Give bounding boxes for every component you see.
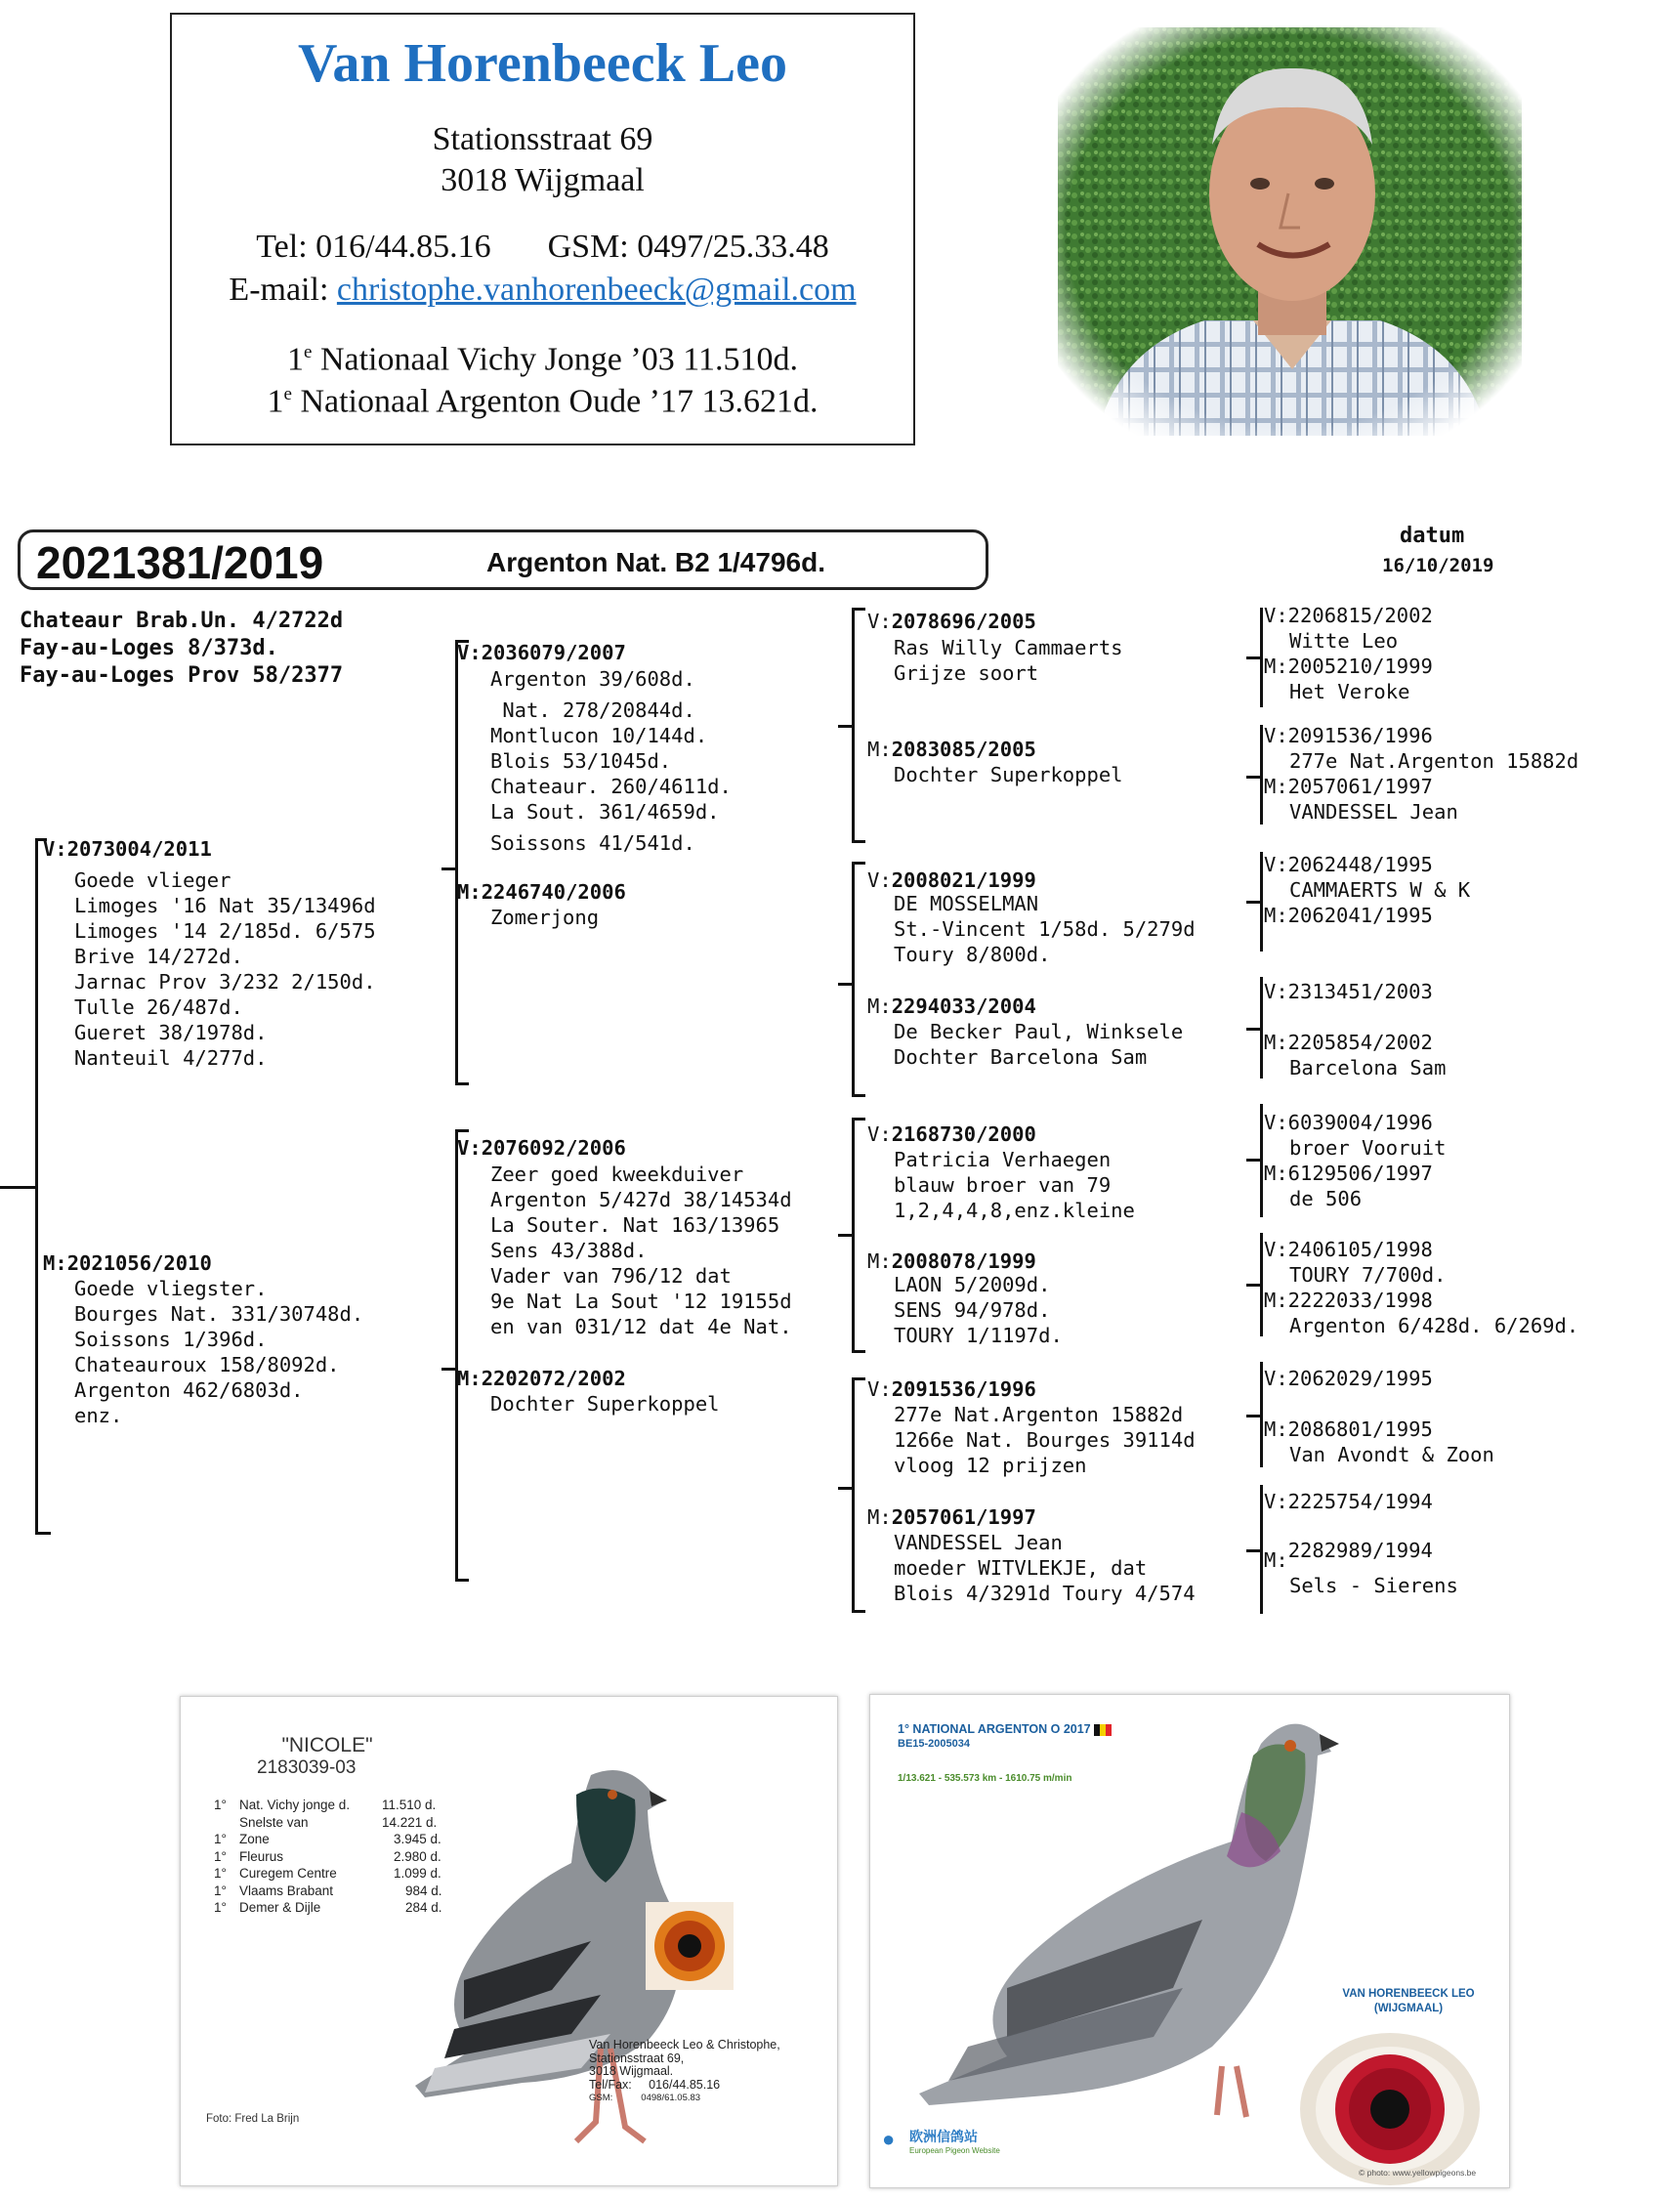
g2-sire-dam: M:2246740/2006 [457, 880, 626, 904]
g4-pair-8: V:2225754/1994 M:2282989/1994 Sels - Sierens [1264, 1490, 1458, 1597]
g3-3-notes: DE MOSSELMAN St.-Vincent 1/58d. 5/279d Toury 8/800d. [894, 892, 1196, 966]
email-label: E-mail: [229, 272, 329, 308]
ring-number: 2021381/2019 [36, 537, 324, 588]
gen3-bracket-2 [852, 862, 855, 1096]
g2-dam-sire-notes: Zeer goed kweekduiver Argenton 5/427d 38/14534d La Souter. Nat 163/13965 Sens 43/388d. Vader van 796/12 dat 9e Nat La Sout '12 19155d en van 031/12 dat 4e Nat. [490, 1163, 792, 1338]
ring-result: Argenton Nat. B2 1/4796d. [486, 547, 825, 577]
subject-result-line: Fay-au-Loges 8/373d. [20, 636, 278, 660]
g4-pair-6: V:2406105/1998 TOURY 7/700d. M:2222033/1998 Argenton 6/428d. 6/269d. [1264, 1238, 1579, 1337]
achievement-1: 1e Nationaal Vichy Jonge ’03 11.510d. [287, 341, 798, 378]
owner-portrait-photo [1058, 27, 1522, 436]
subject-result-line: Chateaur Brab.Un. 4/2722d [20, 609, 344, 633]
g2-dam-dam: M:2202072/2002 [457, 1367, 626, 1390]
g2-sire-sire: V:2036079/2007 [457, 641, 626, 664]
pigeon-eye-right [1292, 2019, 1488, 2185]
g4-pair-3: V:2062448/1995 CAMMAERTS W & K M:2062041/1995 [1264, 853, 1471, 927]
gen2-bracket-top [455, 640, 458, 1084]
g3-7-notes: 277e Nat.Argenton 15882d 1266e Nat. Bourges 39114d vloog 12 prijzen [894, 1403, 1196, 1477]
ring-banner [18, 529, 988, 590]
g3-8: M:2057061/1997 [867, 1505, 1036, 1529]
dam-notes: Goede vliegster. Bourges Nat. 331/30748d. Soissons 1/396d. Chateauroux 158/8092d. Argenton 462/6803d. enz. [74, 1277, 364, 1427]
tel: Tel: 016/44.85.16 [256, 229, 491, 265]
g4-pair-1: V:2206815/2002 Witte Leo M:2005210/1999 Het Veroke [1264, 604, 1433, 703]
g3-5: V:2168730/2000 [867, 1122, 1036, 1146]
logo-cn: 欧洲信鸽站 [909, 2129, 978, 2144]
contact-card [170, 13, 915, 445]
gen4-bracket-3 [1260, 852, 1263, 952]
g2-sire-sire-notes: Argenton 39/608d. Nat. 278/20844d. Montlucon 10/144d. Blois 53/1045d. Chateaur. 260/4611d. La Sout. 361/4659d. Soissons 41/541d. [490, 667, 732, 855]
g2-dam-dam-notes: Dochter Superkoppel [490, 1392, 720, 1416]
dam-ring: 2021056/2010 [66, 1251, 212, 1275]
gen4-bracket-6 [1260, 1233, 1263, 1336]
g3-8-notes: VANDESSEL Jean moeder WITVLEKJE, dat Blois 4/3291d Toury 4/574 [894, 1531, 1196, 1605]
owner-name: Van Horenbeeck Leo [298, 33, 787, 94]
g3-1: V:2078696/2005 [867, 610, 1036, 633]
gen4-bracket-5 [1260, 1104, 1263, 1217]
pigeon-name: "NICOLE" [281, 1734, 373, 1756]
email-line [172, 271, 913, 310]
card-owner: VAN HORENBEECK LEO [1342, 1988, 1475, 2000]
pigeon-eye-left [646, 1902, 734, 1990]
gen1-bracket [35, 838, 38, 1534]
card-ring: BE15-2005034 [898, 1738, 971, 1750]
date-label: datum [1400, 524, 1465, 548]
g3-6-notes: LAON 5/2009d. SENS 94/978d. TOURY 1/1197d. [894, 1273, 1063, 1347]
city: 3018 Wijgmaal [441, 162, 645, 198]
g3-2: M:2083085/2005 [867, 738, 1036, 761]
subject-results [20, 608, 343, 690]
g4-pair-5: V:6039004/1996 broer Vooruit M:6129506/1997 de 506 [1264, 1111, 1447, 1210]
g4-pair-2: V:2091536/1996 277e Nat.Argenton 15882d M:2057061/1997 VANDESSEL Jean [1264, 724, 1579, 824]
card-owner-place: (WIJGMAAL) [1373, 2003, 1444, 2014]
sire-notes: Goede vlieger Limoges '16 Nat 35/13496d Limoges '14 2/185d. 6/575 Brive 14/272d. Jarnac Prov 3/232 2/150d. Tulle 26/487d. Gueret 38/1978d. Nanteuil 4/277d. [74, 868, 376, 1070]
pigeon-card-argenton [869, 1694, 1510, 2188]
gen4-bracket-7 [1260, 1362, 1263, 1467]
gen3-bracket-4 [852, 1377, 855, 1612]
pigeon-card-nicole [180, 1696, 838, 2186]
subject-result-line: Fay-au-Loges Prov 58/2377 [20, 663, 344, 688]
photo-credit-right: © photo: www.yellowpigeons.be [1359, 2168, 1477, 2178]
g3-4-notes: De Becker Paul, Winksele Dochter Barcelona Sam [894, 1020, 1184, 1069]
gen2-bracket-bottom [455, 1129, 458, 1581]
gen3-bracket-1 [852, 608, 855, 842]
g2-sire-dam-notes: Zomerjong [490, 906, 600, 929]
g3-3: V:2008021/1999 [867, 868, 1036, 892]
sire-block: V:2073004/2011 [43, 837, 212, 861]
gen4-bracket-2 [1260, 725, 1263, 825]
dam-block: M:2021056/2010 [43, 1251, 212, 1275]
owner-address-left: Van Horenbeeck Leo & Christophe, Stationsstraat 69, 3018 Wijgmaal. Tel/Fax: 016/44.85.16 GSM: 0498/61.05.83 [589, 2038, 780, 2103]
card-speed: 1/13.621 - 535.573 km - 1610.75 m/min [898, 1773, 1072, 1784]
gen4-bracket-1 [1260, 608, 1263, 707]
achievement-2: 1e Nationaal Argenton Oude ’17 13.621d. [267, 383, 819, 420]
g2-dam-sire: V:2076092/2006 [457, 1136, 626, 1160]
gsm: GSM: 0497/25.33.48 [547, 229, 829, 265]
g3-1-notes: Ras Willy Cammaerts Grijze soort [894, 636, 1123, 685]
pigeon-results: 1° Nat. Vichy jonge d. 11.510 d. Snelste van 14.221 d. 1° Zone 3.945 d. 1° Fleurus 2.980 d. 1° Curegem Centre 1.099 d. 1° Vlaams Brabant 984 d. 1° Demer & Dijle 284 d. [214, 1798, 442, 1915]
gen4-bracket-4 [1260, 977, 1263, 1079]
date-value: 16/10/2019 [1382, 555, 1494, 576]
subject-connector [0, 1186, 35, 1189]
g3-7: V:2091536/1996 [867, 1377, 1036, 1401]
g4-pair-7: V:2062029/1995 M:2086801/1995 Van Avondt & Zoon [1264, 1367, 1494, 1466]
g3-2-notes: Dochter Superkoppel [894, 763, 1123, 786]
g3-6: M:2008078/1999 [867, 1249, 1036, 1273]
street: Stationsstraat 69 [432, 121, 653, 157]
sire-ring: 2073004/2011 [66, 837, 212, 861]
phone-line [172, 228, 913, 267]
gen4-bracket-8 [1260, 1485, 1263, 1614]
gen3-bracket-3 [852, 1118, 855, 1352]
pigeon-ring: 2183039-03 [257, 1757, 357, 1778]
g3-5-notes: Patricia Verhaegen blauw broer van 79 1,2,4,4,8,enz.kleine [894, 1148, 1135, 1222]
european-pigeon-logo-icon: ● [882, 2127, 896, 2151]
photo-credit-left: Foto: Fred La Brijn [206, 2113, 300, 2125]
g4-pair-4: V:2313451/2003 M:2205854/2002 Barcelona Sam [1264, 980, 1447, 1079]
email-link[interactable]: christophe.vanhorenbeeck@gmail.com [336, 272, 857, 308]
logo-en: European Pigeon Website [909, 2146, 1000, 2155]
card-title: 1° NATIONAL ARGENTON O 2017 [898, 1722, 1112, 1736]
g3-4: M:2294033/2004 [867, 994, 1036, 1018]
